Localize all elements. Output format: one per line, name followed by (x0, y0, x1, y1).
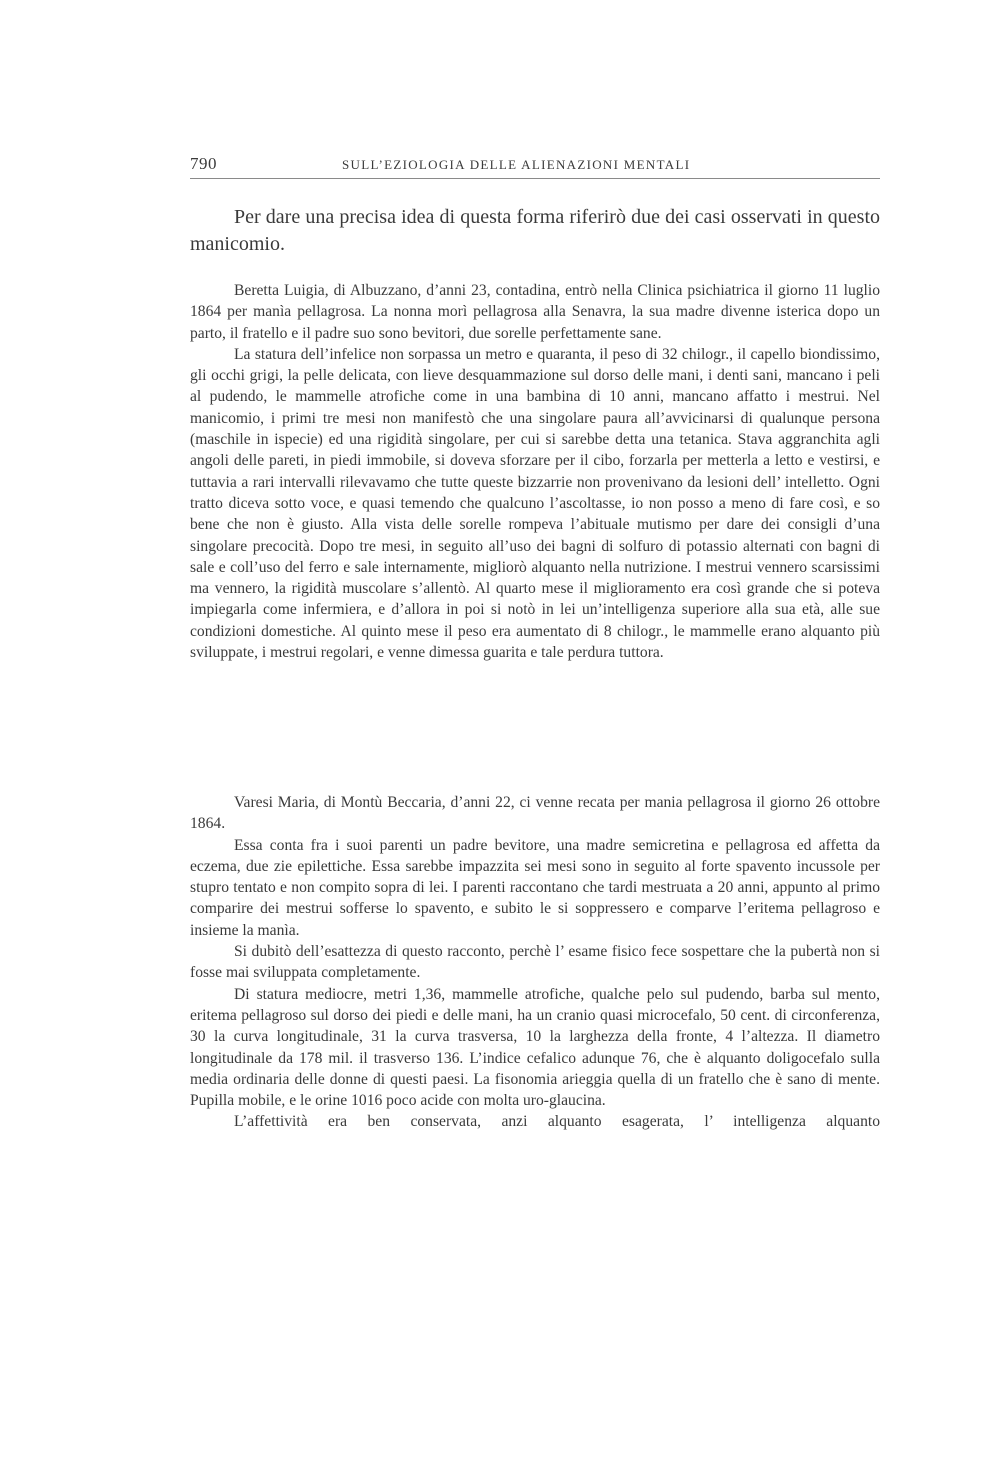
case-paragraph: La statura dell’infelice non sorpassa un metro e quaranta, il peso di 32 chilogr., il capello biondissimo, gli occhi grigi, la pelle delicata, con lieve desquammazione sul dorso delle mani, i denti sani, mancano i peli al pudendo, le mammelle atrofiche come in una bambina di 10 anni, mancano affatto i mestrui. Nel manicomio, i primi tre mesi non manifestò che una singolare paura all’avvicinarsi di qualunque persona (maschile in ispecie) ed una rigidità singolare, per cui si sarebbe detta una tetanica. Stava aggranchita agli angoli delle pareti, in piedi immobile, si doveva sforzare per il cibo, forzarla per metterla a letto e vestirsi, e tuttavia a rari intervalli rilevavamo che tutte queste bizzarrie non provenivano da lesioni dell’ intelletto. Ogni tratto diceva sotto voce, e quasi temendo che qualcuno l’ascoltasse, io non posso a meno di fare così, e so bene che non è giusto. Alla vista delle sorelle rompeva l’abituale mutismo per dare dei consigli d’una singolare precocità. Dopo tre mesi, in seguito all’uso dei bagni di solfuro di potassio alternati con bagni di sale e coll’uso del ferro e sale internamente, migliorò alquanto nella nutrizione. I mestrui vennero scarsissimi ma vennero, la rigidità muscolare s’allentò. Al quarto mese il miglioramento era così grande che si poteva impiegarla come infermiera, e d’allora in poi si notò in lei un’intelligenza superiore alla sua età, alle sue condizioni domestiche. Al quinto mese il peso era aumentato di 8 chilogr., le mammelle erano alquanto più sviluppate, i mestrui regolari, e venne dimessa guarita e tale perdura tuttora. (190, 345, 880, 662)
case-paragraph: Si dubitò dell’esattezza di questo racconto, perchè l’ esame fisico fece sospettare che la pubertà non si fosse mai sviluppata completamente. (190, 943, 880, 982)
case-paragraph: Beretta Luigia, di Albuzzano, d’anni 23, contadina, entrò nella Clinica psichiatrica il giorno 11 luglio 1864 per manìa pellagrosa. La nonna morì pellagrosa alla Senavra, la sua madre divenne isterica dopo un parto, il fratello e il padre suo sono bevitori, due sorelle perfettamente sane. (190, 282, 880, 342)
page-number: 790 (190, 154, 217, 173)
case-paragraph: Di statura mediocre, metri 1,36, mammelle atrofiche, qualche pelo sul pudendo, barba sul mento, eritema pellagroso sul dorso dei piedi e delle mani, ha un cranio quasi microcefalo, 50 cent. di circonferenza, 30 la curva longitudinale, 31 la curva trasversa, 10 la larghezza della fronte, 4 l’altezza. Il diametro longitudinale da 178 mil. il trasverso 136. L’indice cefalico adunque 76, che è alquanto doligocefalo sulla media ordinaria delle donne di questi paesi. La fisonomia arieggia quella di un fratello che è sano di mente. Pupilla mobile, e le orine 1016 poco acide con molta uro-glaucina. (190, 985, 880, 1110)
case-paragraph: Varesi Maria, di Montù Beccaria, d’anni 22, ci venne recata per mania pellagrosa il giorno 26 ottobre 1864. (190, 794, 880, 833)
case-report-varesi (190, 792, 880, 1133)
running-title: SULL’EZIOLOGIA DELLE ALIENAZIONI MENTALI (342, 157, 691, 172)
case-paragraph: L’affettività era ben conservata, anzi alquanto esagerata, l’ intelligenza alquanto (234, 1113, 880, 1131)
intro-paragraph: Per dare una precisa idea di questa forma riferirò due dei casi osservati in questo manicomio. (190, 206, 880, 255)
case-report-beretta (190, 280, 880, 663)
page-header (190, 148, 880, 179)
case-paragraph: Essa conta fra i suoi parenti un padre bevitore, una madre semicretina e pellagrosa ed affetta da eczema, due zie epilettiche. Essa sarebbe impazzita sei mesi sono in seguito al forte spavento incussole per stupro tentato e non compito sopra di lei. I parenti raccontano che tardi mestruata a 20 anni, appunto al primo comparire dei mestrui sofferse lo spavento, e subito le si soppressero e comparve l’eritema pellagroso e insieme la manìa. (190, 836, 880, 939)
